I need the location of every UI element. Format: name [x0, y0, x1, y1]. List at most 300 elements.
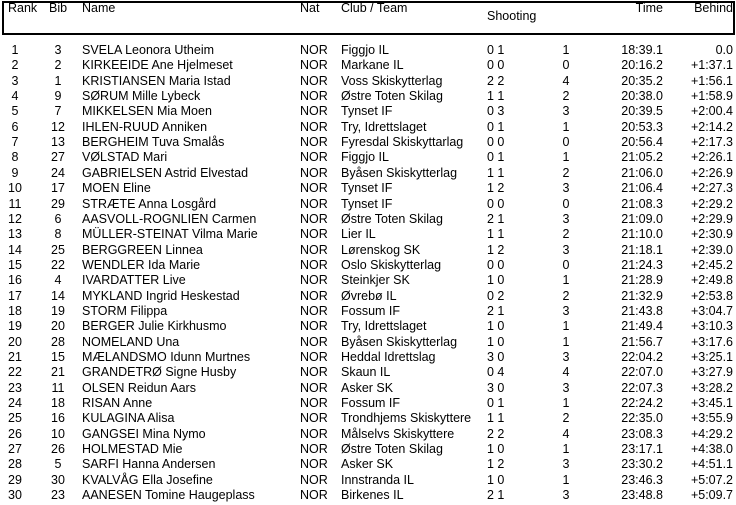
table-row	[0, 350, 736, 365]
cell-time: 21:49.4	[621, 319, 663, 334]
cell-shoot: 2 2	[487, 73, 505, 88]
cell-nat: NOR	[300, 319, 328, 334]
cell-time: 21:10.0	[621, 227, 663, 242]
cell-bib: 27	[51, 150, 65, 165]
cell-name: BERGER Julie Kirkhusmo	[82, 319, 227, 334]
cell-name: KULAGINA Alisa	[82, 411, 175, 426]
table-row	[0, 258, 736, 273]
cell-shoot: 0 0	[487, 196, 505, 211]
cell-time: 18:39.1	[621, 43, 663, 57]
cell-rank: 7	[11, 135, 19, 150]
cell-rank: 18	[8, 303, 22, 318]
cell-bib: 6	[54, 211, 62, 226]
cell-time: 22:24.2	[621, 396, 663, 411]
cell-shoot: 1 2	[487, 242, 505, 257]
cell-nat: NOR	[300, 426, 328, 441]
cell-bib: 23	[51, 488, 65, 503]
cell-behind: +2:00.4	[690, 104, 733, 119]
cell-club: Tynset IF	[341, 196, 393, 211]
cell-club: Heddal Idrettslag	[341, 350, 436, 364]
cell-time: 21:43.8	[621, 303, 663, 318]
table-row	[0, 89, 736, 104]
cell-behind: +5:09.7	[690, 488, 733, 503]
cell-bib: 15	[51, 350, 65, 364]
cell-name: KVALVÅG Ella Josefine	[82, 472, 213, 487]
cell-tot: 3	[562, 181, 570, 196]
cell-behind: +2:49.8	[690, 273, 733, 288]
cell-nat: NOR	[300, 257, 328, 272]
cell-name: KRISTIANSEN Maria Istad	[82, 73, 231, 88]
cell-bib: 25	[51, 242, 65, 257]
table-row	[0, 43, 736, 58]
cell-name: IVARDATTER Live	[82, 273, 186, 288]
cell-behind: +2:30.9	[690, 227, 733, 242]
cell-bib: 20	[51, 319, 65, 334]
cell-behind: 0.0	[715, 43, 733, 57]
header-rank: Rank	[8, 1, 38, 15]
cell-shoot: 2 1	[487, 488, 505, 503]
cell-rank: 9	[11, 165, 19, 180]
table-row	[0, 442, 736, 457]
cell-rank: 22	[8, 365, 22, 380]
cell-club: Byåsen Skiskytterlag	[341, 165, 458, 180]
table-row	[0, 166, 736, 181]
cell-rank: 30	[8, 488, 22, 503]
cell-club: Målselvs Skiskyttere	[341, 426, 455, 441]
cell-rank: 24	[8, 396, 22, 411]
cell-shoot: 1 1	[487, 227, 505, 242]
cell-rank: 15	[8, 257, 22, 272]
cell-nat: NOR	[300, 288, 328, 303]
cell-tot: 3	[562, 380, 570, 395]
table-row	[0, 319, 736, 334]
cell-time: 20:35.2	[621, 73, 663, 88]
cell-bib: 17	[51, 181, 65, 196]
cell-rank: 3	[11, 73, 19, 88]
cell-nat: NOR	[300, 211, 328, 226]
cell-bib: 13	[51, 135, 65, 150]
cell-shoot: 0 1	[487, 119, 505, 134]
cell-tot: 3	[562, 104, 570, 119]
cell-shoot: 1 0	[487, 273, 505, 288]
cell-nat: NOR	[300, 150, 328, 165]
cell-bib: 26	[51, 442, 65, 457]
cell-club: Lier IL	[341, 227, 376, 242]
cell-shoot: 1 1	[487, 89, 505, 104]
cell-behind: +3:17.6	[690, 334, 733, 349]
cell-time: 23:17.1	[621, 442, 663, 457]
cell-shoot: 0 4	[487, 365, 505, 380]
cell-behind: +2:39.0	[690, 242, 733, 257]
header-time: Time	[635, 1, 663, 15]
cell-club: Skaun IL	[341, 365, 391, 380]
cell-name: MOEN Eline	[82, 181, 151, 196]
cell-bib: 28	[51, 334, 65, 349]
cell-shoot: 2 1	[487, 303, 505, 318]
cell-nat: NOR	[300, 227, 328, 242]
cell-club: Markane IL	[341, 58, 404, 73]
cell-nat: NOR	[300, 457, 328, 472]
cell-rank: 29	[8, 472, 22, 487]
cell-shoot: 1 0	[487, 442, 505, 457]
cell-rank: 2	[11, 58, 19, 73]
cell-time: 23:30.2	[621, 457, 663, 472]
table-row	[0, 304, 736, 319]
cell-nat: NOR	[300, 365, 328, 380]
cell-shoot: 0 1	[487, 396, 505, 411]
cell-bib: 1	[54, 73, 62, 88]
cell-rank: 26	[8, 426, 22, 441]
cell-rank: 1	[11, 43, 19, 57]
cell-shoot: 1 0	[487, 319, 505, 334]
cell-time: 22:04.2	[621, 350, 663, 364]
cell-tot: 0	[562, 257, 570, 272]
cell-club: Figgjo IL	[341, 43, 389, 57]
cell-shoot: 0 1	[487, 150, 505, 165]
cell-time: 20:53.3	[621, 119, 663, 134]
cell-bib: 9	[54, 89, 62, 104]
cell-tot: 4	[562, 73, 570, 88]
cell-nat: NOR	[300, 488, 328, 503]
cell-behind: +3:28.2	[690, 380, 733, 395]
cell-nat: NOR	[300, 350, 328, 364]
table-row	[0, 488, 736, 503]
cell-behind: +3:04.7	[690, 303, 733, 318]
table-row	[0, 135, 736, 150]
cell-bib: 7	[54, 104, 62, 119]
cell-behind: +1:58.9	[690, 89, 733, 104]
cell-time: 21:28.9	[621, 273, 663, 288]
cell-tot: 3	[562, 488, 570, 503]
cell-club: Trondhjems Skiskyttere	[341, 411, 472, 426]
cell-club: Try, Idrettslaget	[341, 319, 427, 334]
cell-name: GABRIELSEN Astrid Elvestad	[82, 165, 249, 180]
cell-club: Figgjo IL	[341, 150, 389, 165]
cell-club: Fossum IF	[341, 396, 401, 411]
cell-bib: 30	[51, 472, 65, 487]
cell-rank: 27	[8, 442, 22, 457]
cell-behind: +1:37.1	[690, 58, 733, 73]
table-row	[0, 120, 736, 135]
cell-club: Tynset IF	[341, 104, 393, 119]
cell-name: HOLMESTAD Mie	[82, 442, 183, 457]
cell-behind: +3:45.1	[690, 396, 733, 411]
cell-time: 20:16.2	[621, 58, 663, 73]
cell-club: Try, Idrettslaget	[341, 119, 427, 134]
cell-club: Innstranda IL	[341, 472, 414, 487]
cell-behind: +4:38.0	[690, 442, 733, 457]
table-row	[0, 396, 736, 411]
cell-time: 21:56.7	[621, 334, 663, 349]
cell-name: OLSEN Reidun Aars	[82, 380, 196, 395]
cell-shoot: 0 2	[487, 288, 505, 303]
cell-club: Birkenes IL	[341, 488, 404, 503]
cell-club: Asker SK	[341, 380, 394, 395]
cell-name: NOMELAND Una	[82, 334, 180, 349]
cell-tot: 2	[562, 165, 570, 180]
cell-time: 21:09.0	[621, 211, 663, 226]
cell-name: AASVOLL-ROGNLIEN Carmen	[82, 211, 257, 226]
table-row	[0, 104, 736, 119]
cell-shoot: 0 3	[487, 104, 505, 119]
cell-time: 23:08.3	[621, 426, 663, 441]
cell-bib: 5	[54, 457, 62, 472]
table-row	[0, 473, 736, 488]
cell-behind: +2:14.2	[690, 119, 733, 134]
cell-time: 21:24.3	[621, 257, 663, 272]
cell-name: BERGGREEN Linnea	[82, 242, 203, 257]
cell-rank: 25	[8, 411, 22, 426]
cell-time: 23:48.8	[621, 488, 663, 503]
cell-nat: NOR	[300, 58, 328, 73]
cell-behind: +3:55.9	[690, 411, 733, 426]
cell-nat: NOR	[300, 135, 328, 150]
table-row	[0, 227, 736, 242]
cell-rank: 11	[8, 196, 22, 211]
cell-tot: 0	[562, 58, 570, 73]
cell-behind: +2:45.2	[690, 257, 733, 272]
cell-club: Lørenskog SK	[341, 242, 421, 257]
cell-rank: 16	[8, 273, 22, 288]
table-row	[0, 181, 736, 196]
cell-time: 20:39.5	[621, 104, 663, 119]
cell-nat: NOR	[300, 411, 328, 426]
header-name: Name	[82, 1, 116, 15]
cell-time: 21:08.3	[621, 196, 663, 211]
cell-tot: 0	[562, 196, 570, 211]
cell-name: MÜLLER-STEINAT Vilma Marie	[82, 227, 258, 242]
cell-time: 21:05.2	[621, 150, 663, 165]
cell-nat: NOR	[300, 119, 328, 134]
cell-behind: +3:10.3	[690, 319, 733, 334]
cell-nat: NOR	[300, 380, 328, 395]
cell-nat: NOR	[300, 43, 328, 57]
cell-tot: 1	[562, 273, 570, 288]
cell-bib: 12	[51, 119, 65, 134]
cell-behind: +4:29.2	[690, 426, 733, 441]
cell-name: AANESEN Tomine Haugeplass	[82, 488, 255, 503]
table-row	[0, 381, 736, 396]
cell-name: BERGHEIM Tuva Smalås	[82, 135, 225, 150]
cell-club: Voss Skiskytterlag	[341, 73, 443, 88]
cell-nat: NOR	[300, 196, 328, 211]
cell-nat: NOR	[300, 242, 328, 257]
cell-shoot: 1 2	[487, 457, 505, 472]
cell-rank: 14	[8, 242, 22, 257]
cell-club: Steinkjer SK	[341, 273, 410, 288]
cell-nat: NOR	[300, 89, 328, 104]
cell-shoot: 0 0	[487, 58, 505, 73]
cell-name: MÆLANDSMO Idunn Murtnes	[82, 350, 251, 364]
table-row	[0, 411, 736, 426]
cell-tot: 2	[562, 227, 570, 242]
cell-name: WENDLER Ida Marie	[82, 257, 201, 272]
cell-tot: 1	[562, 472, 570, 487]
cell-tot: 4	[562, 426, 570, 441]
cell-club: Østre Toten Skilag	[341, 89, 443, 104]
cell-bib: 8	[54, 227, 62, 242]
cell-name: SØRUM Mille Lybeck	[82, 89, 201, 104]
cell-time: 21:18.1	[621, 242, 663, 257]
cell-behind: +3:25.1	[690, 350, 733, 364]
cell-shoot: 1 0	[487, 334, 505, 349]
cell-rank: 4	[11, 89, 19, 104]
cell-bib: 10	[51, 426, 65, 441]
cell-tot: 3	[562, 457, 570, 472]
cell-shoot: 1 1	[487, 165, 505, 180]
cell-rank: 20	[8, 334, 22, 349]
cell-club: Østre Toten Skilag	[341, 442, 443, 457]
cell-shoot: 0 0	[487, 257, 505, 272]
cell-tot: 2	[562, 411, 570, 426]
cell-bib: 16	[51, 411, 65, 426]
cell-tot: 1	[562, 319, 570, 334]
table-row	[0, 457, 736, 472]
cell-shoot: 3 0	[487, 350, 505, 364]
cell-nat: NOR	[300, 442, 328, 457]
cell-name: GRANDETRØ Signe Husby	[82, 365, 237, 380]
cell-rank: 23	[8, 380, 22, 395]
cell-shoot: 2 1	[487, 211, 505, 226]
cell-bib: 2	[54, 58, 62, 73]
header-club: Club / Team	[341, 1, 408, 15]
cell-name: KIRKEEIDE Ane Hjelmeset	[82, 58, 233, 73]
cell-rank: 21	[8, 350, 22, 364]
table-row	[0, 273, 736, 288]
cell-bib: 3	[54, 43, 62, 57]
cell-rank: 17	[8, 288, 22, 303]
cell-tot: 3	[562, 350, 570, 364]
cell-behind: +2:29.2	[690, 196, 733, 211]
cell-time: 20:56.4	[621, 135, 663, 150]
cell-behind: +5:07.2	[690, 472, 733, 487]
cell-behind: +1:56.1	[690, 73, 733, 88]
table-row	[0, 289, 736, 304]
cell-name: STORM Filippa	[82, 303, 168, 318]
cell-bib: 14	[51, 288, 65, 303]
cell-club: Østre Toten Skilag	[341, 211, 443, 226]
cell-nat: NOR	[300, 104, 328, 119]
cell-name: GANGSEI Mina Nymo	[82, 426, 206, 441]
table-row	[0, 427, 736, 442]
cell-bib: 24	[51, 165, 65, 180]
cell-shoot: 1 1	[487, 411, 505, 426]
cell-time: 23:46.3	[621, 472, 663, 487]
cell-tot: 3	[562, 211, 570, 226]
cell-rank: 12	[8, 211, 22, 226]
cell-nat: NOR	[300, 334, 328, 349]
table-row	[0, 74, 736, 89]
cell-shoot: 0 0	[487, 135, 505, 150]
cell-tot: 0	[562, 135, 570, 150]
cell-club: Oslo Skiskytterlag	[341, 257, 442, 272]
cell-time: 22:35.0	[621, 411, 663, 426]
cell-behind: +2:26.9	[690, 165, 733, 180]
cell-shoot: 1 2	[487, 181, 505, 196]
cell-bib: 4	[54, 273, 62, 288]
cell-behind: +3:27.9	[690, 365, 733, 380]
cell-rank: 8	[11, 150, 19, 165]
cell-rank: 6	[11, 119, 19, 134]
cell-bib: 18	[51, 396, 65, 411]
cell-name: MIKKELSEN Mia Moen	[82, 104, 212, 119]
table-row	[0, 150, 736, 165]
table-row	[0, 212, 736, 227]
table-row	[0, 365, 736, 380]
header-nat: Nat	[300, 1, 320, 15]
cell-nat: NOR	[300, 165, 328, 180]
cell-name: IHLEN-RUUD Anniken	[82, 119, 208, 134]
cell-bib: 21	[51, 365, 65, 380]
cell-behind: +4:51.1	[690, 457, 733, 472]
table-row	[0, 335, 736, 350]
cell-nat: NOR	[300, 472, 328, 487]
cell-behind: +2:53.8	[690, 288, 733, 303]
cell-name: SARFI Hanna Andersen	[82, 457, 216, 472]
cell-time: 21:32.9	[621, 288, 663, 303]
cell-tot: 4	[562, 365, 570, 380]
cell-tot: 1	[562, 43, 570, 57]
cell-tot: 1	[562, 442, 570, 457]
cell-name: VØLSTAD Mari	[82, 150, 168, 165]
cell-shoot: 2 2	[487, 426, 505, 441]
cell-club: Øvrebø IL	[341, 288, 397, 303]
cell-bib: 19	[51, 303, 65, 318]
cell-nat: NOR	[300, 396, 328, 411]
cell-bib: 11	[51, 380, 65, 395]
table-row	[0, 243, 736, 258]
cell-time: 22:07.3	[621, 380, 663, 395]
header-shooting: Shooting	[487, 9, 537, 23]
table-row	[0, 58, 736, 73]
cell-club: Byåsen Skiskytterlag	[341, 334, 458, 349]
cell-rank: 5	[11, 104, 19, 119]
cell-tot: 3	[562, 242, 570, 257]
cell-tot: 1	[562, 334, 570, 349]
cell-bib: 29	[51, 196, 65, 211]
cell-name: MYKLAND Ingrid Heskestad	[82, 288, 240, 303]
cell-club: Asker SK	[341, 457, 394, 472]
header-behind: Behind	[694, 1, 733, 15]
cell-behind: +2:29.9	[690, 211, 733, 226]
cell-tot: 2	[562, 288, 570, 303]
cell-behind: +2:17.3	[690, 135, 733, 150]
cell-behind: +2:26.1	[690, 150, 733, 165]
cell-time: 21:06.4	[621, 181, 663, 196]
cell-nat: NOR	[300, 273, 328, 288]
cell-name: STRÆTE Anna Losgård	[82, 196, 217, 211]
cell-rank: 19	[8, 319, 22, 334]
cell-tot: 3	[562, 303, 570, 318]
cell-nat: NOR	[300, 73, 328, 88]
cell-behind: +2:27.3	[690, 181, 733, 196]
cell-shoot: 1 0	[487, 472, 505, 487]
cell-rank: 13	[8, 227, 22, 242]
cell-time: 22:07.0	[621, 365, 663, 380]
cell-name: SVELA Leonora Utheim	[82, 43, 215, 57]
cell-nat: NOR	[300, 181, 328, 196]
cell-bib: 22	[51, 257, 65, 272]
table-row	[0, 197, 736, 212]
cell-rank: 10	[8, 181, 22, 196]
cell-club: Fossum IF	[341, 303, 401, 318]
cell-rank: 28	[8, 457, 22, 472]
cell-shoot: 0 1	[487, 43, 505, 57]
cell-name: RISAN Anne	[82, 396, 153, 411]
cell-tot: 1	[562, 150, 570, 165]
cell-tot: 2	[562, 89, 570, 104]
header-bib: Bib	[49, 1, 68, 15]
